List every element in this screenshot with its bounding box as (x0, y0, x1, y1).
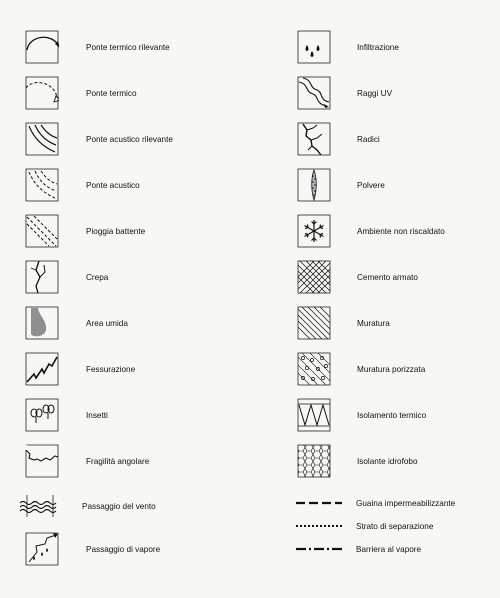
legend-label: Barriera al vapore (356, 544, 422, 554)
infiltration-icon (297, 30, 331, 64)
legend-label: Strato di separazione (356, 521, 434, 531)
uv-rays-icon (297, 76, 331, 110)
legend-label: Isolamento termico (357, 410, 427, 420)
legend-item-passaggio-di-vapore (25, 532, 160, 566)
legend-item-radici (297, 122, 380, 156)
roots-icon (297, 122, 331, 156)
unheated-environment-icon (297, 214, 331, 248)
thermal-bridge-relevant-icon (25, 30, 59, 64)
legend-label: Passaggio del vento (82, 501, 156, 511)
legend-item-barriera-al-vapore (296, 542, 421, 556)
driving-rain-icon (25, 214, 59, 248)
corner-fragility-icon (25, 444, 59, 478)
legend-label: Muratura (357, 318, 390, 328)
crack-icon (25, 260, 59, 294)
legend-item-insetti (25, 398, 108, 432)
legend-label: Fessurazione (86, 364, 136, 374)
dash-dot-line-icon (296, 542, 342, 556)
legend-item-fragilita-angolare (25, 444, 149, 478)
masonry-icon (297, 306, 331, 340)
legend-item-fessurazione (25, 352, 135, 386)
legend-item-pioggia-battente (25, 214, 145, 248)
legend-item-muratura-porizzata (297, 352, 425, 386)
legend-item-ponte-acustico-rilevante (25, 122, 173, 156)
legend-item-ponte-acustico (25, 168, 140, 202)
hydrophobic-insulation-icon (297, 444, 331, 478)
legend-label: Passaggio di vapore (86, 544, 161, 554)
legend-label: Crepa (86, 272, 109, 282)
legend-item-raggi-uv (297, 76, 392, 110)
thermal-bridge-icon (25, 76, 59, 110)
damp-area-icon (25, 306, 59, 340)
legend-item-ponte-termico (25, 76, 137, 110)
legend-label: Area umida (86, 318, 128, 328)
legend-item-crepa (25, 260, 108, 294)
legend-item-infiltrazione (297, 30, 399, 64)
legend-label: Infiltrazione (357, 42, 399, 52)
legend-label: Fragilità angolare (86, 456, 150, 466)
legend-item-ponte-termico-rilevante (25, 30, 170, 64)
legend-label: Guaina impermeabilizzante (356, 498, 456, 508)
legend-item-muratura (297, 306, 390, 340)
insects-icon (25, 398, 59, 432)
legend-label: Ponte acustico (86, 180, 140, 190)
fissuring-icon (25, 352, 59, 386)
dust-icon (297, 168, 331, 202)
legend-item-polvere (297, 168, 385, 202)
legend-item-strato-di-separazione (296, 519, 433, 533)
legend-item-guaina-impermeabilizzante (296, 496, 455, 510)
legend-label: Ponte acustico rilevante (86, 134, 173, 144)
legend-item-cemento-armato (297, 260, 418, 294)
legend-item-ambiente-non-riscaldato (297, 214, 445, 248)
legend-label: Insetti (86, 410, 108, 420)
legend-label: Ponte termico rilevante (86, 42, 170, 52)
legend-label: Ponte termico (86, 88, 137, 98)
dotted-line-icon (296, 519, 342, 533)
acoustic-bridge-icon (25, 168, 59, 202)
legend-label: Polvere (357, 180, 385, 190)
thermal-insulation-icon (297, 398, 331, 432)
wind-passage-icon (19, 489, 61, 523)
acoustic-bridge-relevant-icon (25, 122, 59, 156)
legend-item-isolamento-termico (297, 398, 426, 432)
legend-label: Radici (357, 134, 380, 144)
dashed-line-icon (296, 496, 342, 510)
legend-item-isolante-idrofobo (297, 444, 418, 478)
legend-item-passaggio-del-vento (19, 489, 156, 523)
legend-label: Raggi UV (357, 88, 393, 98)
porous-masonry-icon (297, 352, 331, 386)
legend-label: Ambiente non riscaldato (357, 226, 445, 236)
legend-label: Pioggia battente (86, 226, 146, 236)
legend-label: Isolante idrofobo (357, 456, 418, 466)
vapour-passage-icon (25, 532, 59, 566)
reinforced-concrete-icon (297, 260, 331, 294)
legend-item-area-umida (25, 306, 128, 340)
legend-label: Muratura porizzata (357, 364, 426, 374)
legend-label: Cemento armato (357, 272, 418, 282)
